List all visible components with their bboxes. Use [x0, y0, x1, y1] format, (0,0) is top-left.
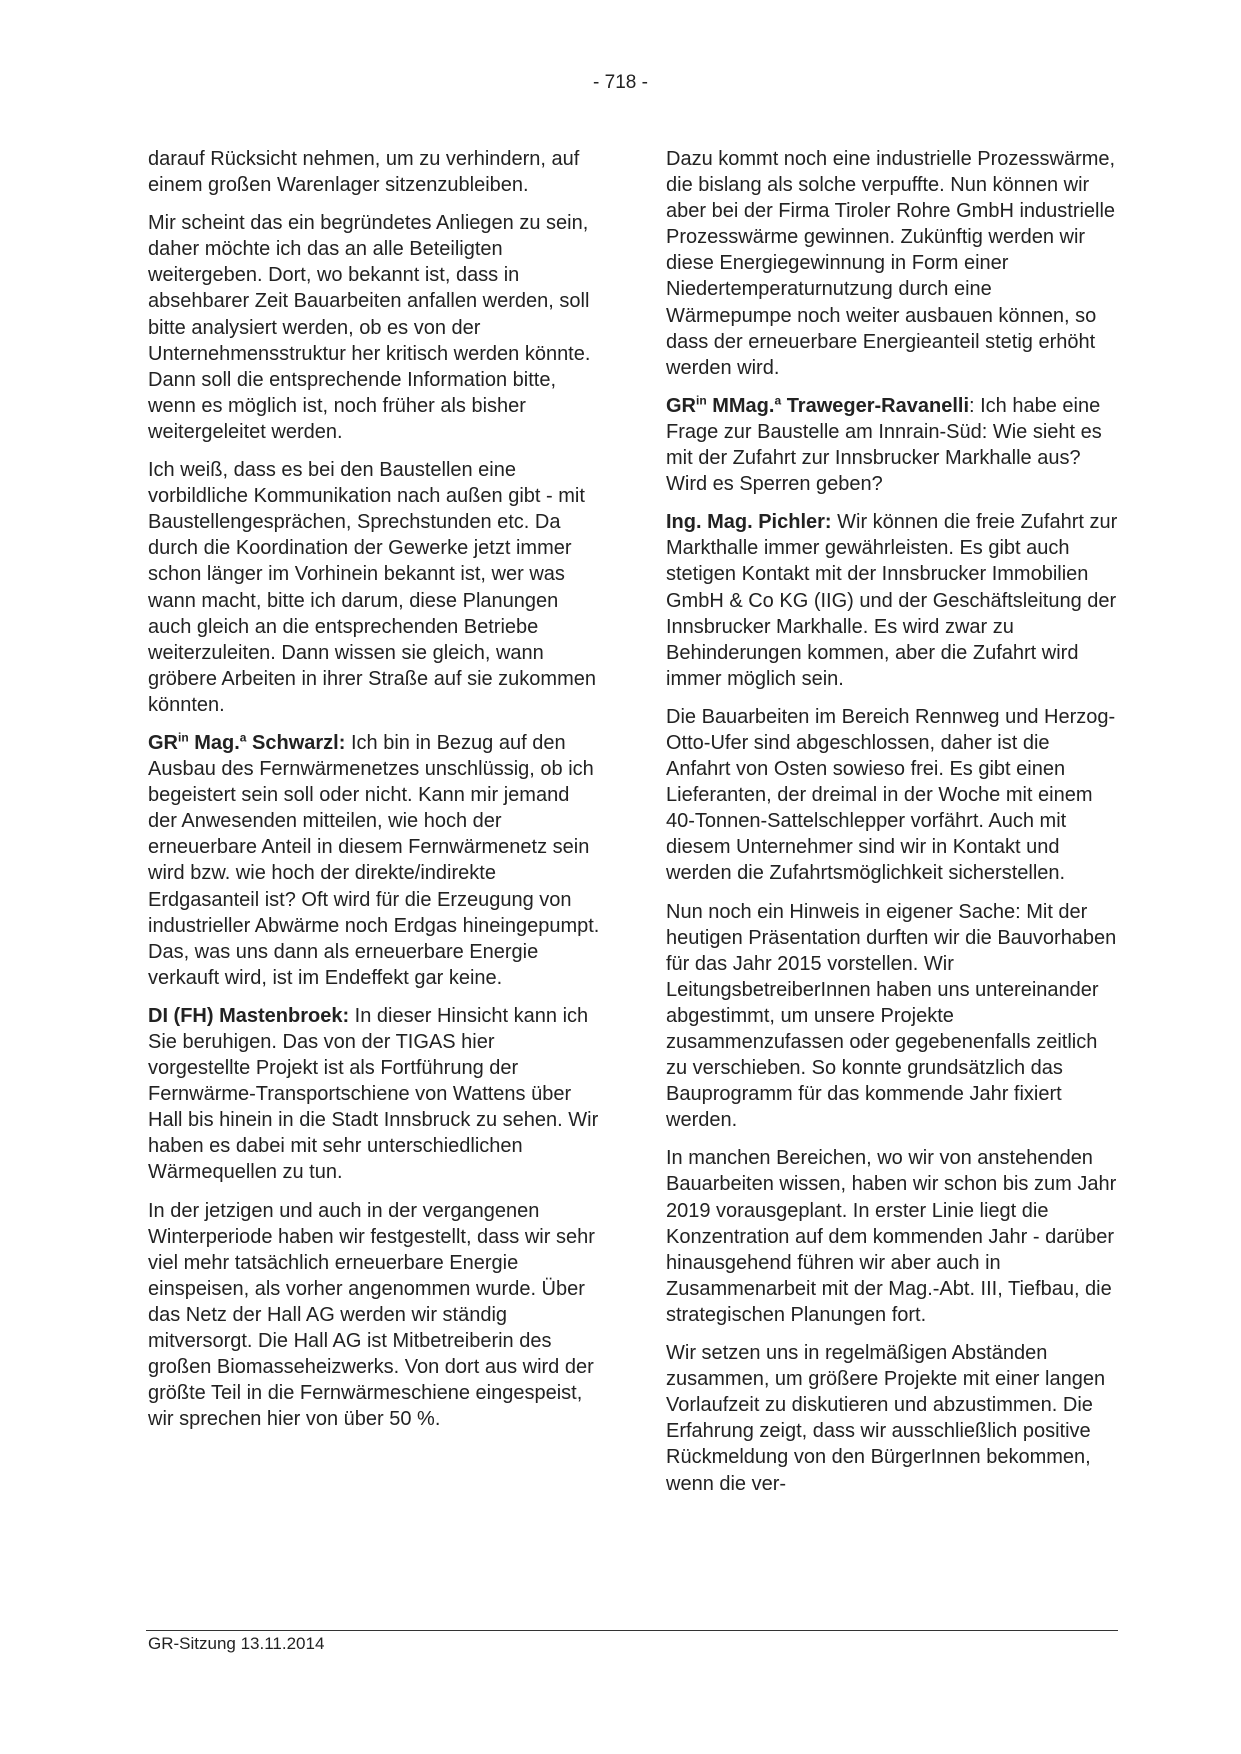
page-number: - 718 - — [593, 72, 648, 93]
paragraph: Dazu kommt noch eine industrielle Prozesswärme, die bislang als solche verpuffte. Nun können wir aber bei der Firma Tiroler Rohre GmbH industrielle Prozesswärme gewinnen. Zukünftig werden wir diese Energiegewinnung in Form einer Niedertemperaturnutzung durch eine Wärmepumpe noch weiter ausbauen können, so dass der erneuerbare Energieanteil stetig erhöht werden wird. — [666, 148, 1116, 379]
paragraph: Nun noch ein Hinweis in eigener Sache: Mit der heutigen Präsentation durften wir die Bauvorhaben für das Jahr 2015 vorstellen. Wir LeitungsbetreiberInnen haben uns untereinander abgestimmt, um unsere Projekte zusammenzufassen oder gegebenenfalls zeitlich zu verschieben. So konnte grundsätzlich das Bauprogramm für das kommende Jahr fixiert werden. — [666, 900, 1117, 1132]
paragraph: In der jetzigen und auch in der vergangenen Winterperiode haben wir festgestellt, dass wir sehr viel mehr tatsächlich erneuerbare Energie einspeisen, als vorher angenommen wurde. Über das Netz der Hall AG werden wir ständig mitversorgt. Die Hall AG ist Mitbetreiberin des großen Biomasseheizwerks. Von dort aus wird der größte Teil in die Fernwärmeschiene eingespeist, wir sprechen hier von über 50 %. — [148, 1199, 595, 1431]
paragraph: In manchen Bereichen, wo wir von anstehenden Bauarbeiten wissen, haben wir schon bis zum Jahr 2019 vorausgeplant. In erster Linie liegt die Konzentration auf dem kommenden Jahr - darüber hinausgehend führen wir aber auch in Zusammenarbeit mit der Mag.-Abt. III, Tiefbau, die strategischen Planungen fort. — [666, 1147, 1117, 1326]
paragraph: Die Bauarbeiten im Bereich Rennweg und Herzog-Otto-Ufer sind abgeschlossen, daher ist die Anfahrt von Osten sowieso frei. Es gibt einen Lieferanten, der dreimal in der Woche mit einem 40-Tonnen-Sattelschlepper vorfährt. Auch mit diesem Unternehmer sind wir in Kontakt und werden die Zufahrtsmöglichkeit sicherstellen. — [666, 705, 1116, 885]
footer-divider — [146, 1630, 1118, 1631]
speaker-paragraph — [666, 509, 1118, 692]
speech-text: : Ich habe eine Frage zur Baustelle am Innrain-Süd: Wie sieht es mit der Zufahrt zur Innsbrucker Markhalle aus? Wird es Sperren geben? — [666, 394, 1102, 496]
footer-text: GR-Sitzung 13.11.2014 — [148, 1634, 325, 1653]
speaker-name: $GR^{in}$ Mag.$^a$ Schwarzl: — [148, 730, 346, 754]
speaker-name: DI (FH) Mastenbroek: — [148, 1004, 350, 1027]
speech-text: Ich bin in Bezug auf den Ausbau des Fernwärmenetzes unschlüssig, ob ich begeistert sein soll oder nicht. Kann mir jemand der Anwesenden mitteilen, wie hoch der erneuerbare Anteil in diesem Fernwärmenetz sein wird bzw. wie hoch der direkte/indirekte Erdgasanteil ist? Oft wird für die Erzeugung von industrieller Abwärme noch Erdgas hineingepumpt. Das, was uns dann als erneuerbare Energie verkauft wird, ist im Endeffekt gar keine. — [148, 731, 600, 989]
speech-text: In dieser Hinsicht kann ich Sie beruhigen. Das von der TIGAS hier vorgestellte Projekt ist als Fortführung der Fernwärme-Transportschiene von Wattens über Hall bis hinein in die Stadt Innsbruck zu sehen. Wir haben es dabei mit sehr unterschiedlichen Wärmequellen zu tun. — [148, 1004, 599, 1184]
paragraph: Ich weiß, dass es bei den Baustellen eine vorbildliche Kommunikation nach außen gibt - mit Baustellengesprächen, Sprechstunden etc. Da durch die Koordination der Gewerke jetzt immer schon länger im Vorhinein bekannt ist, wer was wann macht, bitte ich darum, diese Planungen auch gleich an die entsprechenden Betriebe weiterzuleiten. Dann wissen sie gleich, wann gröbere Arbeiten in ihrer Straße auf sie zukommen könnten. — [148, 459, 596, 716]
speaker-name: Ing. Mag. Pichler: — [666, 511, 832, 534]
right-column — [666, 146, 1118, 1509]
paragraph: Wir setzen uns in regelmäßigen Abständen zusammen, um größere Projekte mit einer langen Vorlaufzeit zu diskutieren und abzustimmen. Die Erfahrung zeigt, dass wir ausschließlich positive Rückmeldung von den BürgerInnen bekommen, wenn die ver- — [666, 1342, 1106, 1495]
speech-text: Wir können die freie Zufahrt zur Markthalle immer gewährleisten. Es gibt auch stetigen Kontakt mit der Innsbrucker Immobilien GmbH & Co KG (IIG) und der Geschäftsleitung der Innsbrucker Markhalle. Es wird zwar zu Behinderungen kommen, aber die Zufahrt wird immer möglich sein. — [666, 511, 1118, 690]
speaker-paragraph — [148, 730, 600, 991]
speaker-paragraph — [148, 1003, 600, 1186]
speaker-paragraph — [666, 393, 1118, 497]
paragraph: Mir scheint das ein begründetes Anliegen zu sein, daher möchte ich das an alle Beteiligten weitergeben. Dort, wo bekannt ist, dass in absehbarer Zeit Bauarbeiten anfallen werden, soll bitte analysiert werden, ob es von der Unternehmensstruktur her kritisch werden könnte. Dann soll die entsprechende Information bitte, wenn es möglich ist, noch früher als bisher weitergeleitet werden. — [148, 212, 591, 443]
paragraph: darauf Rücksicht nehmen, um zu verhindern, auf einem großen Warenlager sitzenzubleiben. — [148, 148, 580, 197]
speaker-name: $GR^{in}$ MMag.$^a$ Traweger-Ravanelli — [666, 393, 970, 417]
left-column — [148, 146, 600, 1444]
